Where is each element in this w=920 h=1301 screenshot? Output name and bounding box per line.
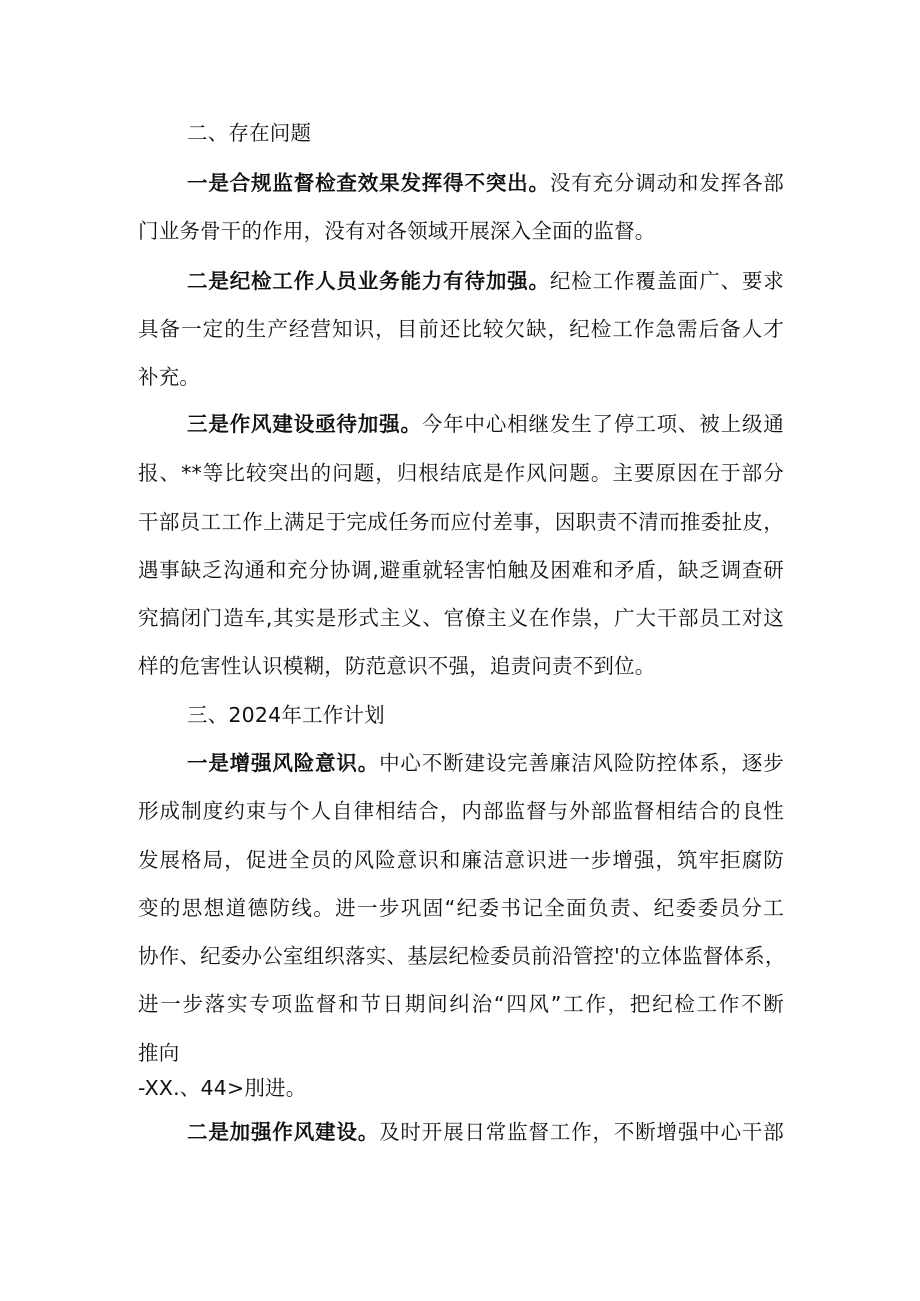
paragraph-2-line-2: 具备一定的生产经营知识，目前还比较欠缺，纪检工作急需后备人才 bbox=[138, 317, 784, 341]
paragraph-4-line-6: 进一步落实专项监督和节日期间纠治“四风”工作，把纪检工作不断 bbox=[138, 992, 784, 1016]
paragraph-1-line-2: 门业务骨干的作用，没有对各领域开展深入全面的监督。 bbox=[138, 219, 656, 243]
paragraph-5-lead: 二是加强作风建设。 bbox=[187, 1120, 380, 1144]
paragraph-2-line-3: 补充。 bbox=[138, 365, 201, 389]
paragraph-4-lead: 一是增强风险意识。 bbox=[187, 751, 380, 775]
paragraph-1-text: 没有充分调动和发挥各部 bbox=[549, 171, 784, 195]
paragraph-2-line-1 bbox=[187, 267, 784, 295]
section-3-heading: 三、2024年工作计划 bbox=[187, 703, 385, 727]
paragraph-1-line-1 bbox=[187, 169, 784, 197]
paragraph-4-line-5: 协作、纪委办公室组织落实、基层纪检委员前沿管控'的立体监督体系， bbox=[138, 944, 786, 968]
paragraph-4-text: 中心不断建设完善廉洁风险防控体系，逐步 bbox=[379, 751, 784, 775]
paragraph-5-line-1 bbox=[187, 1118, 784, 1146]
paragraph-3-line-1 bbox=[187, 410, 784, 438]
paragraph-2-text: 纪检工作覆盖面广、要求 bbox=[549, 269, 784, 293]
paragraph-4-line-3: 发展格局，促进全员的风险意识和廉洁意识进一步增强，筑牢拒腐防 bbox=[138, 848, 784, 872]
paragraph-4-line-1 bbox=[187, 749, 784, 777]
paragraph-2-lead: 二是纪检工作人员业务能力有待加强。 bbox=[187, 269, 550, 293]
paragraph-3-line-6: 样的危害性认识模糊，防范意识不强，追责问责不到位。 bbox=[138, 654, 656, 678]
section-2-heading: 二、存在问题 bbox=[187, 121, 312, 145]
paragraph-3-text: 今年中心相继发生了停工项、被上级通 bbox=[421, 412, 785, 436]
paragraph-5-text: 及时开展日常监督工作，不断增强中心干部 bbox=[379, 1120, 784, 1144]
paragraph-3-line-2: 报、**等比较突出的问题，归根结底是作风问题。主要原因在于部分 bbox=[138, 461, 784, 485]
paragraph-4-line-8: -XX.、44>刖进。 bbox=[138, 1076, 307, 1100]
paragraph-4-line-4: 变的思想道德防线。进一步巩固“纪委书记全面负责、纪委委员分工 bbox=[138, 896, 784, 920]
paragraph-4-line-2: 形成制度约束与个人自律相结合，内部监督与外部监督相结合的良性 bbox=[138, 799, 784, 823]
paragraph-1-lead: 一是合规监督检查效果发挥得不突出。 bbox=[187, 171, 550, 195]
paragraph-3-lead: 三是作风建设亟待加强。 bbox=[187, 412, 422, 436]
paragraph-3-line-3: 干部员工工作上满足于完成任务而应付差事，因职责不清而推委扯皮， bbox=[138, 510, 784, 534]
paragraph-3-line-4: 遇事缺乏沟通和充分协调,避重就轻害怕触及困难和矛盾，缺乏调查研 bbox=[138, 558, 784, 582]
paragraph-4-line-7: 推向 bbox=[138, 1041, 180, 1065]
paragraph-3-line-5: 究搞闭门造车,其实是形式主义、官僚主义在作祟，广大干部员工对这 bbox=[138, 606, 784, 630]
